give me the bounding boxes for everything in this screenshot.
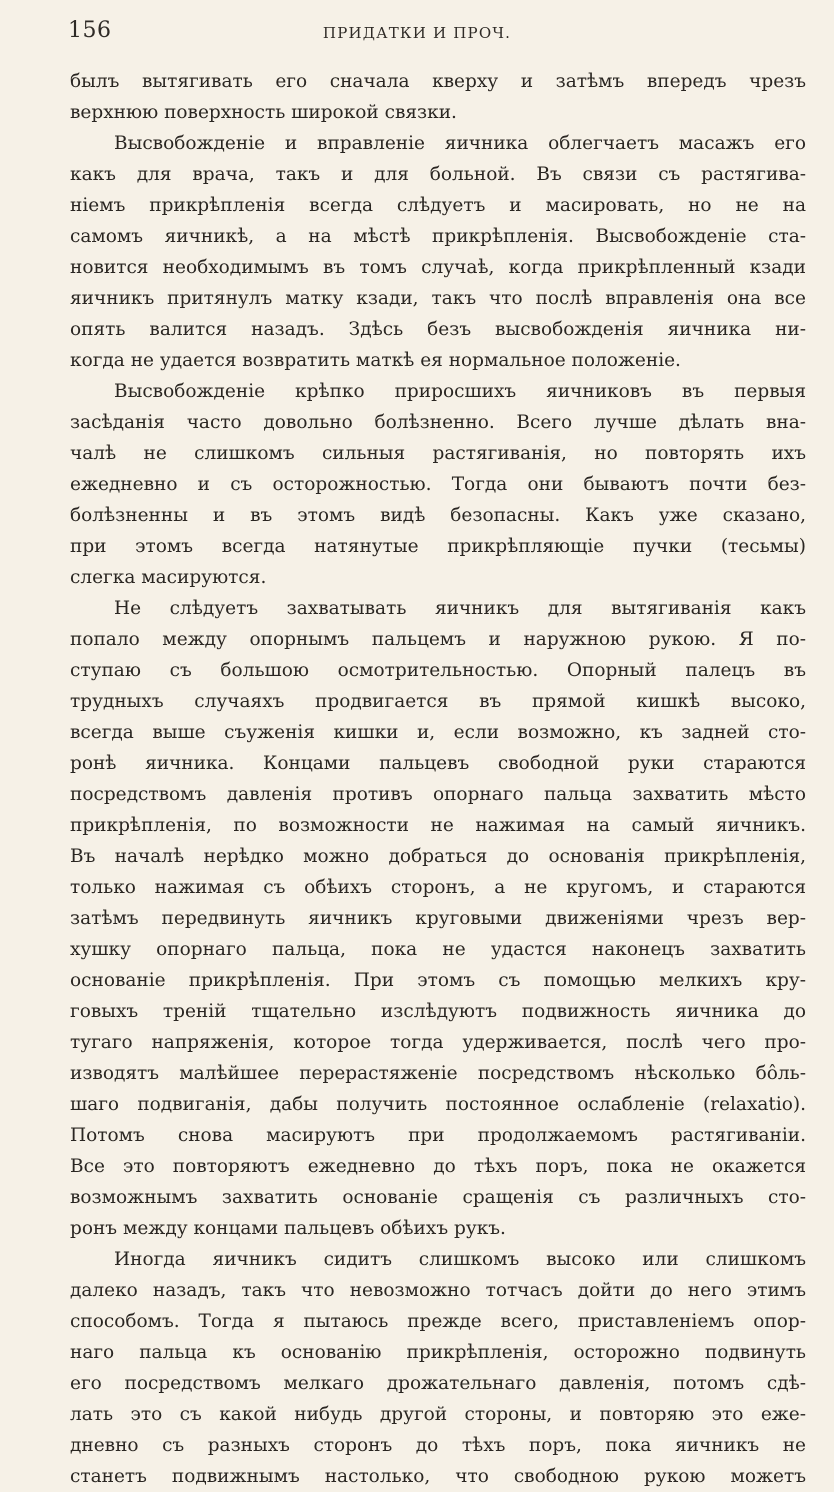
text-line: Высвобожденіе крѣпко приросшихъ яичниковъ въ первыя [114,381,806,402]
running-head: ПРИДАТКИ И ПРОЧ. [322,24,512,42]
text-line: хушку опорнаго пальца, пока не удастся наконецъ захватить [70,939,806,960]
text-line: изводятъ малѣйшее перерастяженіе посредствомъ нѣсколько бо̂ль- [70,1063,806,1084]
text-line: его посредствомъ мелкаго дрожательнаго давленія, потомъ сдѣ- [70,1373,806,1394]
text-line: былъ вытягивать его сначала кверху и затѣмъ впередъ чрезъ [70,71,806,92]
text-line: ежедневно и съ осторожностью. Тогда они бываютъ почти без- [70,474,806,495]
text-line: самомъ яичникѣ, а на мѣстѣ прикрѣпленія. Высвобожденіе ста- [70,226,806,247]
page-number: 156 [68,18,112,43]
text-line: Все это повторяютъ ежедневно до тѣхъ поръ, пока не окажется [70,1156,806,1177]
text-line: возможнымъ захватить основаніе сращенія съ различныхъ сто- [70,1187,806,1208]
text-line: наго пальца къ основанію прикрѣпленія, осторожно подвинуть [70,1342,806,1363]
text-line: лать это съ какой нибудь другой стороны, и повторяю это еже- [70,1404,806,1425]
text-line: ронѣ яичника. Концами пальцевъ свободной руки стараются [70,753,806,774]
text-line: способомъ. Тогда я пытаюсь прежде всего, приставленіемъ опор- [70,1311,806,1332]
text-line: чалѣ не слишкомъ сильныя растягиванія, но повторять ихъ [70,443,806,464]
text-line: болѣзненны и въ этомъ видѣ безопасны. Какъ уже сказано, [70,505,806,526]
text-line: Потомъ снова масируютъ при продолжаемомъ растягиваніи. [70,1125,806,1146]
text-line: затѣмъ передвинуть яичникъ круговыми движеніями чрезъ вер- [70,908,806,929]
text-line: новится необходимымъ въ томъ случаѣ, когда прикрѣпленный кзади [70,257,806,278]
text-line: дневно съ разныхъ сторонъ до тѣхъ поръ, пока яичникъ не [70,1435,806,1456]
text-line: Не слѣдуетъ захватывать яичникъ для вытягиванія какъ [114,598,806,619]
text-line: какъ для врача, такъ и для больной. Въ связи съ растягива- [70,164,806,185]
text-line: трудныхъ случаяхъ продвигается въ прямой кишкѣ высоко, [70,691,806,712]
text-line: тугаго напряженія, которое тогда удерживается, послѣ чего про- [70,1032,806,1053]
text-line: шаго подвиганія, дабы получить постоянное ослабленіе (relaxatio). [70,1094,806,1115]
text-line: когда не удается возвратить маткѣ ея нормальное положеніе. [70,350,681,371]
text-line: Въ началѣ нерѣдко можно добраться до основанія прикрѣпленія, [70,846,806,867]
text-line: всегда выше съуженія кишки и, если возможно, къ задней сто- [70,722,806,743]
text-line: основаніе прикрѣпленія. При этомъ съ помощью мелкихъ кру- [70,970,806,991]
text-line: засѣданія часто довольно болѣзненно. Всего лучше дѣлать вна- [70,412,806,433]
text-line: Высвобожденіе и вправленіе яичника облегчаетъ масажъ его [114,133,806,154]
text-line: опять валится назадъ. Здѣсь безъ высвобожденія яичника ни- [70,319,806,340]
text-line: посредствомъ давленія противъ опорнаго пальца захватить мѣсто [70,784,806,805]
text-line: станетъ подвижнымъ настолько, что свободною рукою можетъ [70,1466,806,1487]
text-line: при этомъ всегда натянутые прикрѣпляющіе пучки (тесьмы) [70,536,806,557]
text-line: слегка масируются. [70,567,267,588]
text-line: ніемъ прикрѣпленія всегда слѣдуетъ и масировать, но не на [70,195,806,216]
text-line: далеко назадъ, такъ что невозможно тотчасъ дойти до него этимъ [70,1280,806,1301]
text-line: говыхъ треній тщательно изслѣдуютъ подвижность яичника до [70,1001,806,1022]
text-line: верхнюю поверхность широкой связки. [70,102,457,123]
text-line: Иногда яичникъ сидитъ слишкомъ высоко или слишкомъ [114,1249,806,1270]
text-line: только нажимая съ обѣихъ сторонъ, а не кругомъ, и стараются [70,877,806,898]
text-line: ронъ между концами пальцевъ обѣихъ рукъ. [70,1218,506,1239]
text-line: попало между опорнымъ пальцемъ и наружною рукою. Я по- [70,629,806,650]
text-line: ступаю съ большою осмотрительностью. Опорный палецъ въ [70,660,806,681]
body-text [70,66,806,1492]
text-line: яичникъ притянулъ матку кзади, такъ что послѣ вправленія она все [70,288,806,309]
text-line: прикрѣпленія, по возможности не нажимая на самый яичникъ. [70,815,806,836]
